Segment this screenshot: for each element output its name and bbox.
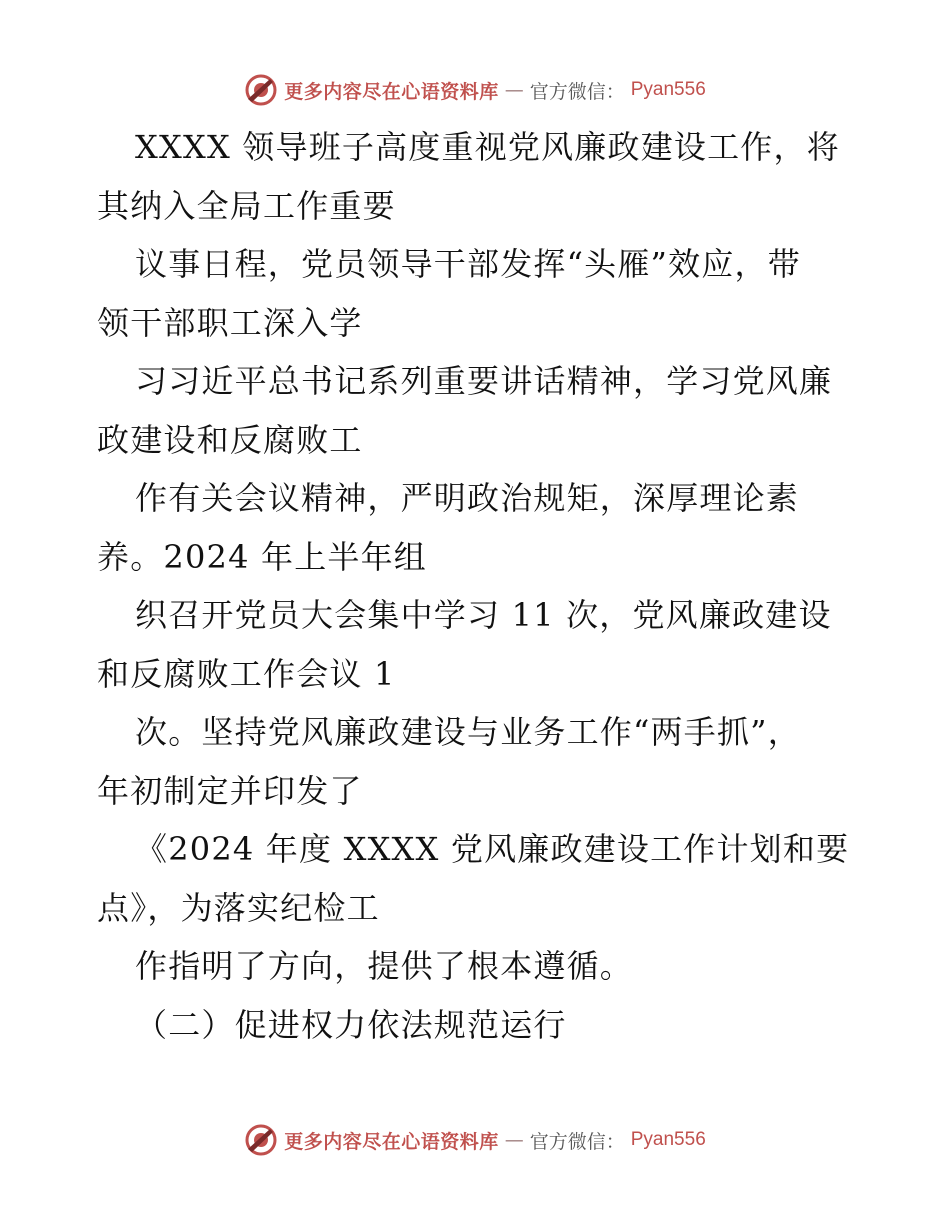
- text-line: 次。坚持党风廉政建设与业务工作“两手抓”，: [135, 713, 801, 751]
- footer-watermark: [0, 1120, 950, 1160]
- text-line: 领干部职工深入学: [97, 303, 363, 342]
- text-line: 和反腐败工作会议 1: [97, 654, 396, 693]
- header-watermark: [0, 70, 950, 110]
- watermark-dash: —: [504, 1129, 524, 1151]
- watermark-dash: —: [504, 79, 524, 101]
- brand-logo-icon: [244, 73, 278, 107]
- text-line: XXXX 领导班子高度重视党风廉政建设工作，将: [135, 128, 840, 166]
- text-line: 织召开党员大会集中学习 11 次，党风廉政建设: [135, 596, 832, 634]
- watermark-wechat-id: Pyan556: [630, 79, 706, 100]
- text-line: 议事日程，党员领导干部发挥“头雁”效应，带: [135, 245, 801, 283]
- text-line: 点》，为落实纪检工: [97, 888, 380, 927]
- text-line: 习习近平总书记系列重要讲话精神，学习党风廉: [135, 362, 833, 400]
- text-line: 政建设和反腐败工: [97, 420, 363, 459]
- watermark-main-text: 更多内容尽在心语资料库: [284, 1130, 499, 1153]
- watermark-wechat-label: 官方微信：: [529, 1130, 625, 1153]
- text-line: 养。2024 年上半年组: [97, 537, 428, 576]
- text-line: 《2024 年度 XXXX 党风廉政建设工作计划和要: [135, 830, 850, 868]
- section-heading: （二）促进权力依法规范运行: [135, 1005, 567, 1044]
- document-body: [97, 118, 857, 1054]
- text-line: 作指明了方向，提供了根本遵循。: [135, 947, 634, 985]
- text-line: 作有关会议精神，严明政治规矩，深厚理论素: [135, 479, 800, 517]
- brand-logo-icon: [244, 1123, 278, 1157]
- watermark-main-text: 更多内容尽在心语资料库: [284, 80, 499, 103]
- text-line: 年初制定并印发了: [97, 771, 363, 810]
- watermark-wechat-id: Pyan556: [630, 1129, 706, 1150]
- watermark-wechat-label: 官方微信：: [529, 80, 625, 103]
- text-line: 其纳入全局工作重要: [97, 186, 396, 225]
